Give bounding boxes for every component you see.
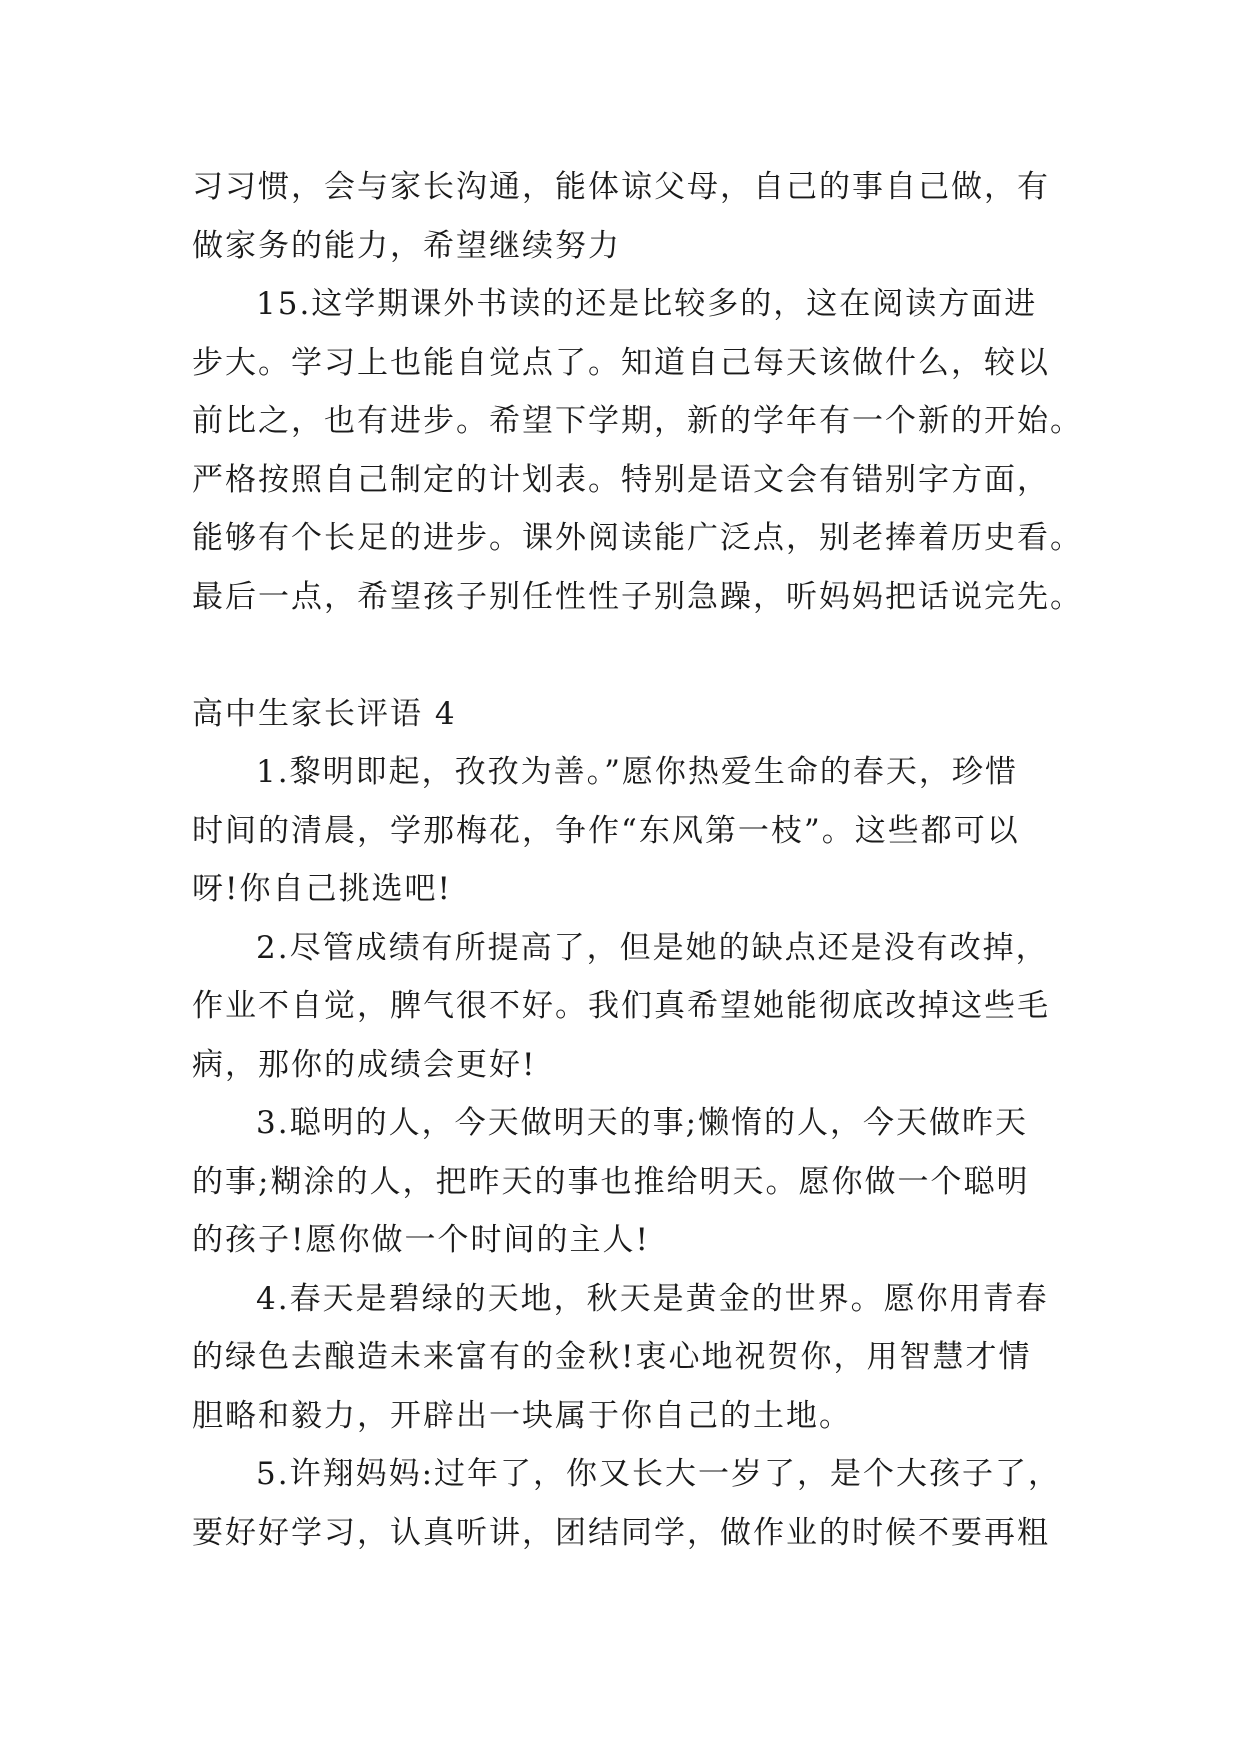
list-item (192, 743, 1062, 919)
text-line: 能够有个长足的进步。课外阅读能广泛点，别老捧着历史看。 (192, 520, 1083, 556)
text-line: 步大。学习上也能自觉点了。知道自己每天该做什么，较以 (192, 344, 1050, 381)
paragraph-gap (192, 626, 1062, 685)
text-line: 时间的清晨，学那梅花，争作“东风第一枝”。这些都可以 (192, 812, 1020, 849)
text-line: 15.这学期课外书读的还是比较多的，这在阅读方面进 (256, 286, 1038, 322)
text-line: 1.黎明即起，孜孜为善。”愿你热爱生命的春天，珍惜 (256, 754, 1018, 790)
text-line: 病，那你的成绩会更好! (192, 1046, 537, 1083)
text-line: 习习惯，会与家长沟通，能体谅父母，自己的事自己做，有 (192, 169, 1050, 205)
text-line: 3.聪明的人，今天做明天的事;懒惰的人，今天做昨天 (256, 1105, 1029, 1141)
text-line: 5.许翔妈妈:过年了，你又长大一岁了，是个大孩子了， (256, 1456, 1062, 1492)
text-line: 的孩子!愿你做一个时间的主人! (192, 1222, 650, 1258)
text-line: 做家务的能力，希望继续努力 (192, 227, 621, 264)
text-line: 胆略和毅力，开辟出一块属于你自己的土地。 (192, 1397, 852, 1434)
text-line: 呀!你自己挑选吧! (192, 871, 452, 907)
list-item (192, 1445, 1062, 1562)
document-body (192, 158, 1083, 1562)
text-line: 的绿色去酿造未来富有的金秋!衷心地祝贺你，用智慧才情 (192, 1339, 1032, 1375)
text-line: 作业不自觉，脾气很不好。我们真希望她能彻底改掉这些毛 (192, 988, 1050, 1024)
text-line: 严格按照自己制定的计划表。特别是语文会有错别字方面， (192, 461, 1050, 498)
text-line: 要好好学习，认真听讲，团结同学，做作业的时候不要再粗 (192, 1514, 1050, 1551)
text-line: 2.尽管成绩有所提高了，但是她的缺点还是没有改掉， (256, 929, 1049, 966)
continuation-paragraph (192, 158, 1062, 275)
list-item (192, 1094, 1062, 1270)
text-line: 的事;糊涂的人，把昨天的事也推给明天。愿你做一个聪明 (192, 1163, 1030, 1200)
text-line: 最后一点，希望孩子别任性性子别急躁，听妈妈把话说完先。 (192, 578, 1083, 615)
text-line: 前比之，也有进步。希望下学期，新的学年有一个新的开始。 (192, 403, 1083, 439)
paragraph-15 (192, 275, 1083, 626)
list-item (192, 919, 1062, 1095)
section-title: 高中生家长评语 4 (192, 695, 457, 732)
text-line: 4.春天是碧绿的天地，秋天是黄金的世界。愿你用青春 (256, 1280, 1049, 1317)
list-item (192, 1270, 1062, 1446)
